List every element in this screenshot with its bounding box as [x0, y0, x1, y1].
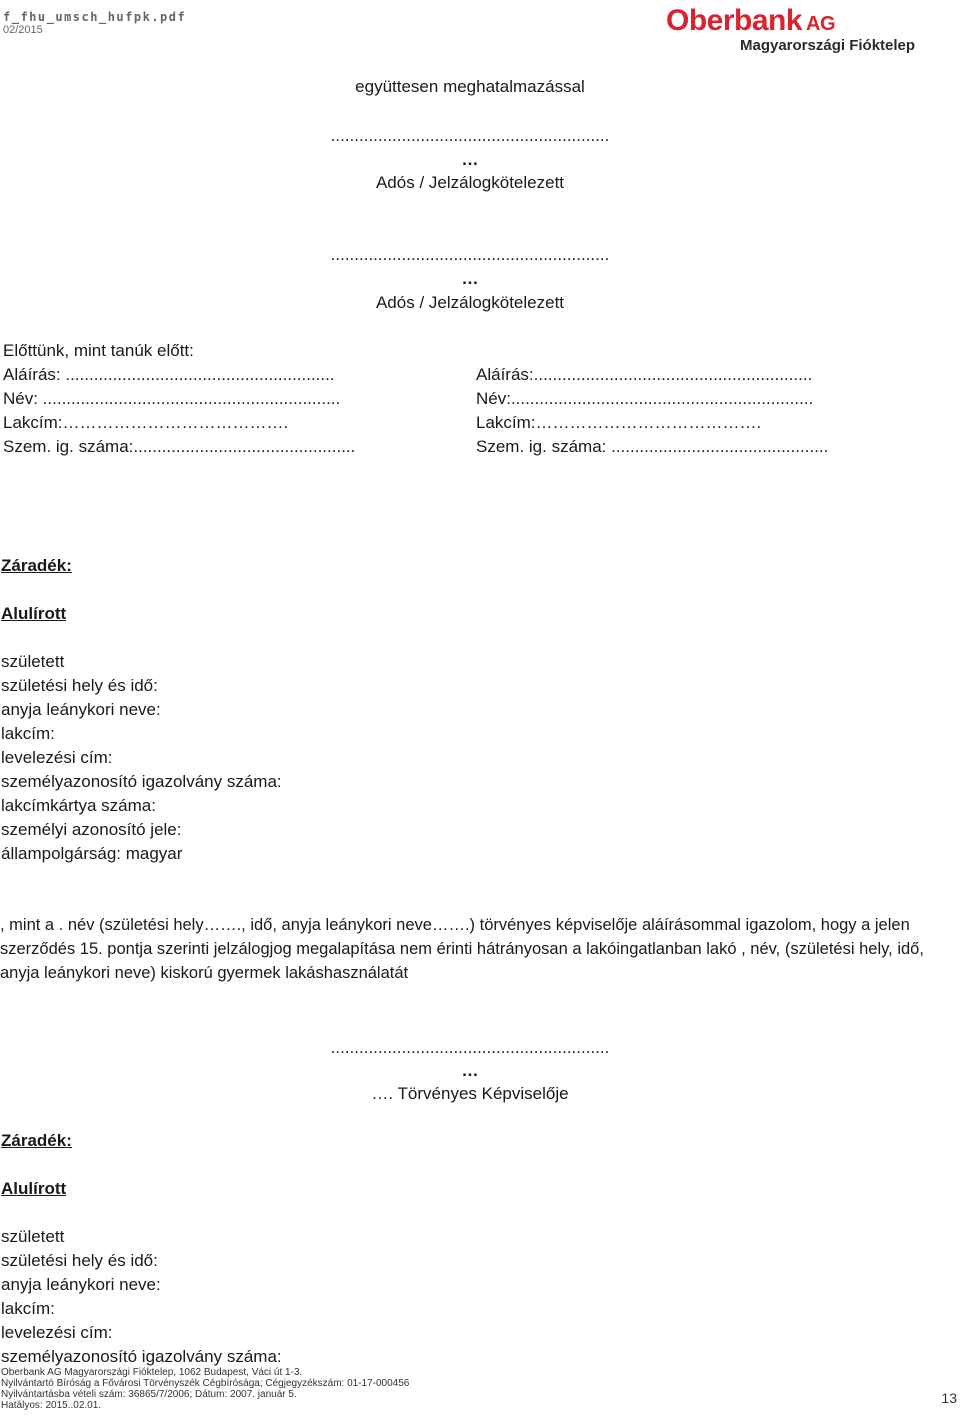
footer-line: Oberbank AG Magyarországi Fióktelep, 1062 Budapest, Váci út 1-3. [1, 1367, 303, 1378]
clause-1-field: lakcímkártya száma: [1, 796, 156, 815]
witness-right-id: Szem. ig. száma: .............................................. [476, 437, 829, 456]
witness-right-address: Lakcím:…………………………………. [476, 413, 762, 432]
clause-1-field: anyja leánykori neve: [1, 700, 161, 719]
signature-ellipsis-1: … [461, 150, 479, 169]
clause-1-field: született [1, 652, 65, 671]
clause-2-field: levelezési cím: [1, 1323, 113, 1342]
signature-line-1: ........................................................... [330, 126, 610, 145]
clause-2-heading: Záradék: [1, 1131, 72, 1150]
logo-ag: AG [806, 13, 836, 35]
signature-intro: együttesen meghatalmazással [355, 77, 585, 96]
footer-line: Hatályos: 2015..02.01. [1, 1400, 102, 1411]
signature-role-1: Adós / Jelzálogkötelezett [375, 173, 565, 192]
clause-1-subheading: Alulírott [1, 604, 67, 623]
clause-2-field: anyja leánykori neve: [1, 1275, 161, 1294]
header-date: 02/2015 [3, 24, 43, 36]
clause-1-field: lakcím: [1, 724, 55, 743]
witness-left-signature: Aláírás: ......................................................... [3, 365, 335, 384]
clause-1-paragraph: , mint a . név (születési hely……., idő, anyja leánykori neve…….) törvényes képviselője aláírásommal igazolom, hogy a jelen szerződés 15. pontja szerinti jelzálogjog megalapítása nem érinti hátrányosan a lakóingatlanban lakó , név, (születési hely, idő, anyja leánykori neve) kiskorú gyermek lakáshasználatát [0, 916, 924, 982]
clause-2-field: születési hely és idő: [1, 1251, 158, 1270]
clause-1-field: személyi azonosító jele: [1, 820, 182, 839]
header-filename: f_fhu_umsch_hufpk.pdf [3, 10, 187, 24]
signature-ellipsis-2: … [461, 269, 479, 288]
footer-line: Nyilvántartásba vételi szám: 36865/7/2006; Dátum: 2007. január 5. [1, 1389, 297, 1400]
clause-1-heading: Záradék: [1, 556, 72, 575]
clause-1-field: állampolgárság: magyar [1, 844, 183, 863]
witness-left-address: Lakcím:…………………………………. [3, 413, 289, 432]
clause-2-field: lakcím: [1, 1299, 55, 1318]
clause-2-subheading: Alulírott [1, 1179, 67, 1198]
witnesses-intro: Előttünk, mint tanúk előtt: [3, 341, 194, 360]
witness-right-signature: Aláírás:........................................................... [476, 365, 813, 384]
page-number: 13 [941, 1390, 957, 1406]
witness-left-id: Szem. ig. száma:............................................... [3, 437, 356, 456]
witness-right-name: Név:................................................................ [476, 389, 814, 408]
logo-name [666, 4, 835, 38]
representative-role: …. Törvényes Képviselője [371, 1084, 569, 1103]
logo-name-text: Oberbank [666, 4, 803, 37]
logo-subtitle: Magyarországi Fióktelep [740, 37, 916, 54]
representative-ellipsis: … [461, 1061, 479, 1080]
footer-line: Nyilvántartó Bíróság a Fővárosi Törvényszék Cégbírósága; Cégjegyzékszám: 01-17-000456 [1, 1378, 410, 1389]
clause-1-field: levelezési cím: [1, 748, 113, 767]
witness-left-name: Név: ............................................................... [3, 389, 341, 408]
clause-2-field: született [1, 1227, 65, 1246]
clause-2-field: személyazonosító igazolvány száma: [1, 1347, 282, 1366]
oberbank-logo [666, 4, 928, 58]
representative-signature-line: ........................................................... [330, 1038, 610, 1057]
clause-1-field: személyazonosító igazolvány száma: [1, 772, 282, 791]
signature-role-2: Adós / Jelzálogkötelezett [375, 293, 565, 312]
clause-1-field: születési hely és idő: [1, 676, 158, 695]
signature-line-2: ........................................................... [330, 245, 610, 264]
